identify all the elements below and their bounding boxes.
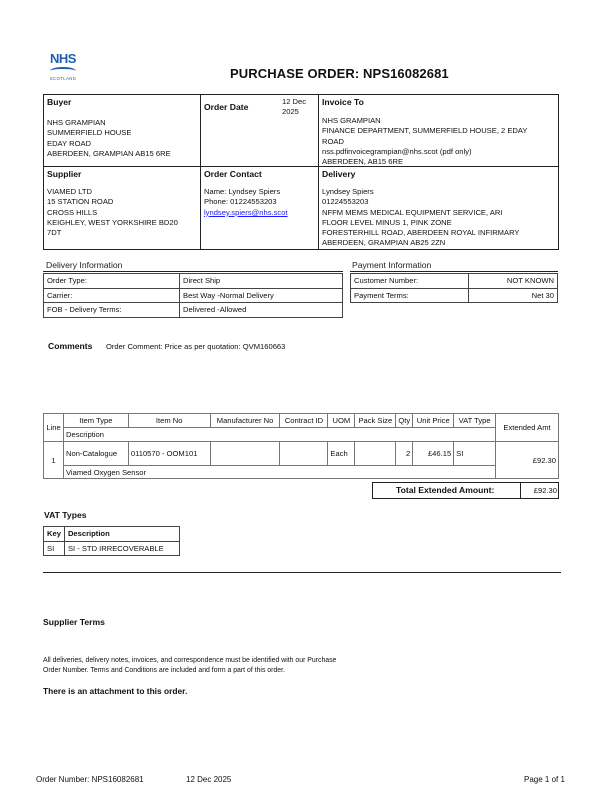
delivery-heading: Delivery (322, 169, 356, 179)
supplier-line: 7DT (47, 228, 62, 238)
invoice-to-heading: Invoice To (322, 97, 364, 107)
total-value: £92.30 (533, 486, 557, 495)
table-row (351, 288, 558, 303)
order-date-day: 12 Dec (282, 97, 307, 106)
invoice-line: ROAD (322, 136, 344, 146)
invoice-email[interactable]: nss.pdfinvoicegrampian@nhs.scot (pdf only) (322, 146, 472, 156)
table-row (44, 466, 559, 479)
comments-text: Order Comment: Price as per quotation: QVM160663 (106, 342, 286, 351)
vat-key: SI (44, 541, 65, 556)
payment-info-heading: Payment Information (352, 260, 432, 270)
order-date-label: Order Date (204, 102, 249, 112)
cell-vat-type: SI (454, 442, 496, 466)
vat-desc: SI - STD IRRECOVERABLE (64, 541, 179, 556)
table-row (351, 274, 558, 289)
logo-wave-icon (50, 67, 76, 75)
vat-types-heading: VAT Types (44, 510, 87, 520)
col-item-type: Item Type (63, 414, 128, 428)
table-row (44, 274, 343, 289)
payment-info-value: NOT KNOWN (468, 274, 557, 289)
comments-label: Comments (48, 341, 93, 351)
supplier-terms-text (43, 656, 443, 676)
delivery-line: 01224553203 (322, 197, 369, 207)
attachment-note: There is an attachment to this order. (43, 686, 188, 696)
buyer-line: SUMMERFIELD HOUSE (47, 128, 132, 138)
supplier-line: VIAMED LTD (47, 187, 93, 196)
delivery-line: ABERDEEN, GRAMPIAN AB25 2ZN (322, 238, 446, 248)
header-row (44, 527, 180, 542)
col-uom: UOM (328, 414, 355, 428)
payment-info-underline (350, 271, 558, 272)
col-description: Description (63, 428, 495, 442)
header-row (44, 414, 559, 428)
table-row (44, 288, 343, 303)
delivery-info-label: Carrier: (44, 288, 180, 303)
order-date-year: 2025 (282, 107, 299, 117)
col-line: Line (44, 414, 64, 442)
delivery-line: NFFM MEMS MEDICAL EQUIPMENT SERVICE, ARI (322, 207, 503, 217)
total-label: Total Extended Amount: (396, 485, 495, 495)
delivery-info-label: FOB - Delivery Terms: (44, 303, 180, 318)
terms-line: Order Number. Terms and Conditions are included and form a part of this order. (43, 667, 285, 674)
delivery-info-value: Delivered -Allowed (180, 303, 343, 318)
buyer-address (47, 118, 199, 159)
buyer-line: NHS GRAMPIAN (47, 118, 106, 127)
col-item-no: Item No (128, 414, 210, 428)
footer-date: 12 Dec 2025 (186, 775, 232, 784)
header-col-divider-2 (318, 94, 319, 250)
vat-types-table (43, 526, 180, 556)
total-divider (520, 482, 521, 499)
col-pack-size: Pack Size (355, 414, 396, 428)
vat-desc-header: Description (64, 527, 179, 542)
delivery-line: FORESTERHILL ROAD, ABERDEEN ROYAL INFIRMARY (322, 228, 520, 238)
contact-email-link[interactable]: lyndsey.spiers@nhs.scot (204, 207, 288, 217)
table-row (44, 303, 343, 318)
invoice-line: FINANCE DEPARTMENT, SUMMERFIELD HOUSE, 2 EDAY (322, 126, 528, 136)
footer-page: Page 1 of 1 (524, 775, 565, 784)
header-col-divider-1 (200, 94, 201, 250)
delivery-address (322, 187, 558, 249)
delivery-info-value: Direct Ship (180, 274, 343, 289)
supplier-line: KEIGHLEY, WEST YORKSHIRE BD20 (47, 217, 178, 227)
contact-name: Name: Lyndsey Spiers (204, 187, 281, 196)
cell-item-no: 0110570 - OOM101 (128, 442, 210, 466)
supplier-line: 15 STATION ROAD (47, 197, 114, 207)
invoice-line: NHS GRAMPIAN (322, 116, 381, 125)
header-row (44, 428, 559, 442)
footer-order-number: Order Number: NPS16082681 (36, 775, 144, 784)
delivery-info-value: Best Way -Normal Delivery (180, 288, 343, 303)
logo-text: NHS (50, 51, 76, 66)
cell-line: 1 (44, 442, 64, 479)
section-divider (43, 572, 561, 573)
delivery-line: Lyndsey Spiers (322, 187, 374, 196)
buyer-line: EDAY ROAD (47, 138, 92, 148)
payment-info-table (350, 273, 558, 303)
page-title: PURCHASE ORDER: NPS16082681 (230, 66, 449, 81)
delivery-info-underline (43, 271, 343, 272)
table-row (44, 541, 180, 556)
cell-uom: Each (328, 442, 355, 466)
col-unit-price: Unit Price (413, 414, 454, 428)
supplier-terms-heading: Supplier Terms (43, 617, 105, 627)
supplier-heading: Supplier (47, 169, 82, 179)
invoice-line: ABERDEEN, AB15 6RE (322, 157, 404, 167)
cell-qty: 2 (396, 442, 413, 466)
line-items-table (43, 413, 559, 479)
col-extended-amt: Extended Amt (496, 414, 559, 442)
delivery-info-heading: Delivery Information (46, 260, 123, 270)
supplier-line: CROSS HILLS (47, 207, 98, 217)
invoice-to-address (322, 116, 558, 167)
col-manufacturer-no: Manufacturer No (210, 414, 280, 428)
nhs-scotland-logo (46, 52, 80, 81)
buyer-heading: Buyer (47, 97, 72, 107)
delivery-line: FLOOR LEVEL MINUS 1, PINK ZONE (322, 217, 452, 227)
col-qty: Qty (396, 414, 413, 428)
order-contact-heading: Order Contact (204, 169, 262, 179)
payment-info-value: Net 30 (468, 288, 557, 303)
order-contact-details (204, 187, 316, 218)
cell-unit-price: £46.15 (413, 442, 454, 466)
delivery-info-label: Order Type: (44, 274, 180, 289)
vat-key-header: Key (44, 527, 65, 542)
logo-subtext: SCOTLAND (49, 76, 77, 81)
cell-contract-id (280, 442, 328, 466)
table-row (44, 442, 559, 466)
order-date-value (282, 97, 306, 118)
cell-extended-amt: £92.30 (496, 442, 559, 479)
payment-info-label: Payment Terms: (351, 288, 469, 303)
cell-manufacturer-no (210, 442, 280, 466)
contact-phone: Phone: 01224553203 (204, 197, 277, 207)
terms-line: All deliveries, delivery notes, invoices, and correspondence must be identified with our Purchase (43, 657, 337, 664)
delivery-info-table (43, 273, 343, 318)
payment-info-label: Customer Number: (351, 274, 469, 289)
supplier-address (47, 187, 199, 238)
buyer-line: ABERDEEN, GRAMPIAN AB15 6RE (47, 148, 171, 158)
cell-pack-size (355, 442, 396, 466)
cell-item-type: Non-Catalogue (63, 442, 128, 466)
cell-description: Viamed Oxygen Sensor (63, 466, 495, 479)
col-contract-id: Contract ID (280, 414, 328, 428)
col-vat-type: VAT Type (454, 414, 496, 428)
